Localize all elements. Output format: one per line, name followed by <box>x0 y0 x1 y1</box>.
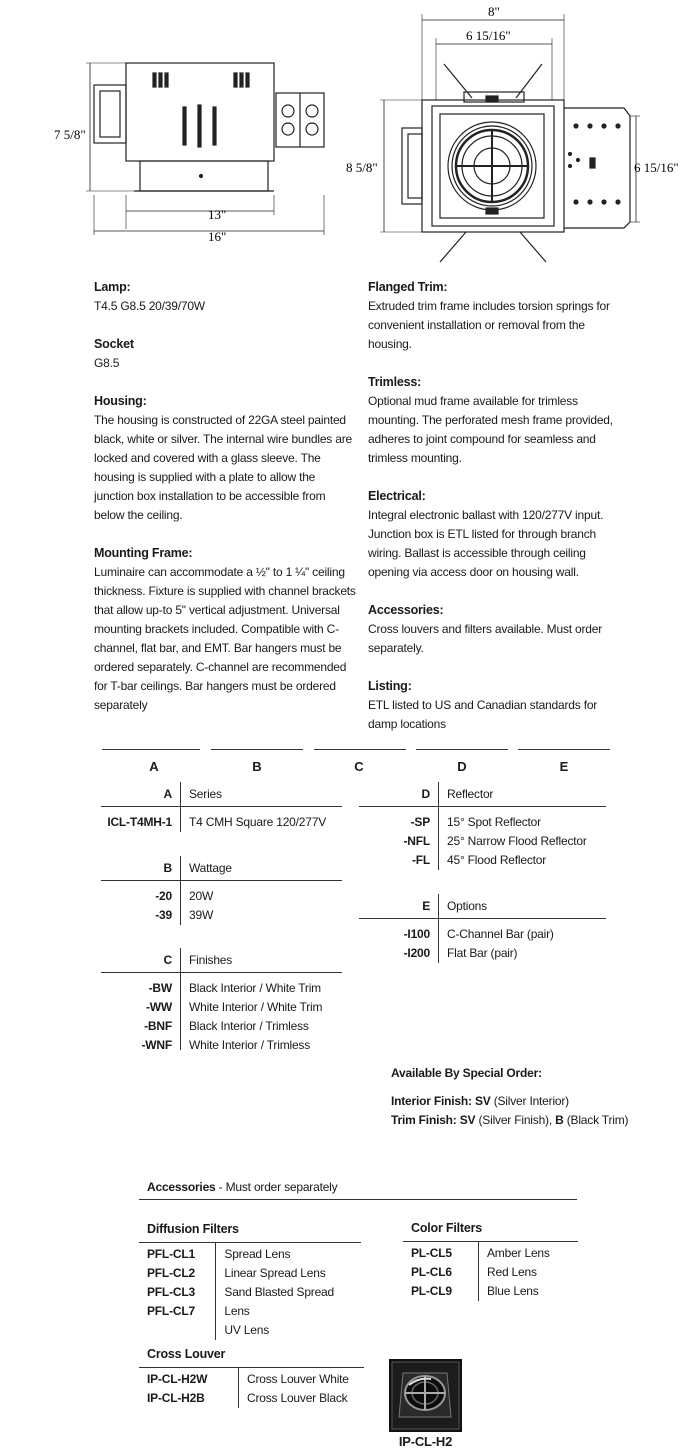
diffusion-filters-title: Diffusion Filters <box>147 1222 239 1236</box>
cross-louver-table <box>139 1345 364 1408</box>
spec-accessories: Accessories: Cross louvers and filters available. Must order separately. <box>368 603 603 655</box>
spec-lamp: Lamp: T4.5 G8.5 20/39/70W <box>94 280 205 313</box>
diffusion-values: Spread Lens Linear Spread Lens Sand Blasted Spread Lens UV Lens <box>224 1247 335 1337</box>
diffusion-codes: PFL-CL1 PFL-CL2 PFL-CL3 PFL-CL7 <box>147 1243 216 1340</box>
spec-electrical: Electrical: Integral electronic ballast with 120/277V input. Junction box is ETL listed for through branch wiring. Ballast is accessible through ceiling opening via access door on housing wall. <box>368 489 604 579</box>
finishes-values: Black Interior / White Trim White Interior / White Trim Black Interior / Trimless White Interior / Trimless <box>189 981 323 1050</box>
top-right-height-dim: 6 15/16" <box>634 160 679 175</box>
spec-housing: Housing: The housing is constructed of 22GA steel painted black, white or silver. The internal wire bundles are locked and covered with a glass sleeve. The housing is supplied with a plate to allow the junction box installation to be accessible from below the ceiling. <box>94 394 352 522</box>
spec-flanged-trim: Flanged Trim: Extruded trim frame includes torsion springs for convenient installation or removal from the housing. <box>368 280 610 351</box>
accessories-rule <box>139 1199 577 1200</box>
options-values: C-Channel Bar (pair) Flat Bar (pair) <box>447 927 554 960</box>
cross-louver-photo-caption: IP-CL-H2 <box>398 1434 453 1449</box>
order-blank-c <box>314 749 406 750</box>
series-table: A Series ICL-T4MH-1 T4 CMH Square 120/277V <box>101 782 342 832</box>
side-view-drawing <box>50 55 340 245</box>
wattage-values: 20W 39W <box>189 889 214 922</box>
order-letter-c: C <box>354 759 364 774</box>
top-inner-width-dim: 6 15/16" <box>466 28 511 43</box>
order-letter-d: D <box>457 759 467 774</box>
color-filters-table <box>403 1219 578 1301</box>
reflector-values: 15° Spot Reflector 25° Narrow Flood Reflector 45° Flood Reflector <box>447 815 587 867</box>
special-order-block <box>391 1064 691 1130</box>
options-codes: -I100 -I200 <box>359 919 439 963</box>
special-order-interior: Interior Finish: SV (Silver Interior) <box>391 1094 569 1108</box>
top-outer-width-dim: 8" <box>488 4 500 19</box>
side-inner-width-dim: 13" <box>208 207 227 222</box>
wattage-table: B Wattage -20 -39 20W 39W <box>101 856 342 925</box>
color-codes: PL-CL5 PL-CL6 PL-CL9 <box>411 1242 479 1301</box>
top-view-drawing <box>340 0 680 270</box>
order-blank-e <box>518 749 610 750</box>
options-table: E Options -I100 -I200 C-Channel Bar (pair) Flat Bar (pair) <box>359 894 606 963</box>
diffusion-filters-table <box>139 1220 361 1340</box>
specs-right-column <box>368 278 628 753</box>
cross-louver-photo <box>389 1359 462 1432</box>
order-letter-e: E <box>559 759 569 774</box>
order-blank-b <box>211 749 303 750</box>
specs-left-column <box>94 278 356 734</box>
order-letter-a: A <box>149 759 159 774</box>
series-codes: ICL-T4MH-1 <box>101 807 181 832</box>
louver-codes: IP-CL-H2W IP-CL-H2B <box>147 1368 239 1408</box>
side-height-dim: 7 5/8" <box>54 127 86 142</box>
side-outer-width-dim: 16" <box>208 229 227 244</box>
finishes-table: C Finishes -BW -WW -BNF -WNF Black Interior / White Trim White Interior / White Trim Black Interior / Trimless White Interior / Trimless <box>101 948 342 1050</box>
spec-trimless: Trimless: Optional mud frame available for trimless mounting. The perforated mesh frame provided, adheres to joint compound for seamless and trimless mounting. <box>368 375 613 465</box>
reflector-table: D Reflector -SP -NFL -FL 15° Spot Reflector 25° Narrow Flood Reflector 45° Flood Reflector <box>359 782 606 870</box>
series-values: T4 CMH Square 120/277V <box>189 815 327 829</box>
reflector-codes: -SP -NFL -FL <box>359 807 439 870</box>
cross-louver-title: Cross Louver <box>147 1347 226 1361</box>
special-order-trim: Trim Finish: SV (Silver Finish), B (Black Trim) <box>391 1113 629 1127</box>
spec-mounting-frame: Mounting Frame: Luminaire can accommodate a ½" to 1 ¼" ceiling thickness. Fixture is supplied with channel brackets that allow up-to 5" vertical adjustment. Universal mounting brackets included. Compatible with C-channel, flat bar, and EMT. Bar hangers must be ordered separately. C-channel are recommended for T-bar ceilings. Bar hangers must be ordered separately <box>94 546 356 712</box>
spec-listing: Listing: ETL listed to US and Canadian standards for damp locations <box>368 679 598 731</box>
order-blank-d <box>416 749 508 750</box>
top-left-height-dim: 8 5/8" <box>346 160 378 175</box>
special-order-title: Available By Special Order: <box>391 1066 542 1080</box>
color-values: Amber Lens Red Lens Blue Lens <box>487 1246 550 1298</box>
order-blank-a <box>102 749 200 750</box>
louver-values: Cross Louver White Cross Louver Black <box>247 1372 349 1405</box>
wattage-codes: -20 -39 <box>101 881 181 925</box>
finishes-codes: -BW -WW -BNF -WNF <box>101 973 181 1050</box>
color-filters-title: Color Filters <box>411 1221 483 1235</box>
spec-socket: Socket G8.5 <box>94 337 134 370</box>
accessories-heading: Accessories - Must order separately <box>147 1180 338 1194</box>
order-letter-b: B <box>252 759 262 774</box>
